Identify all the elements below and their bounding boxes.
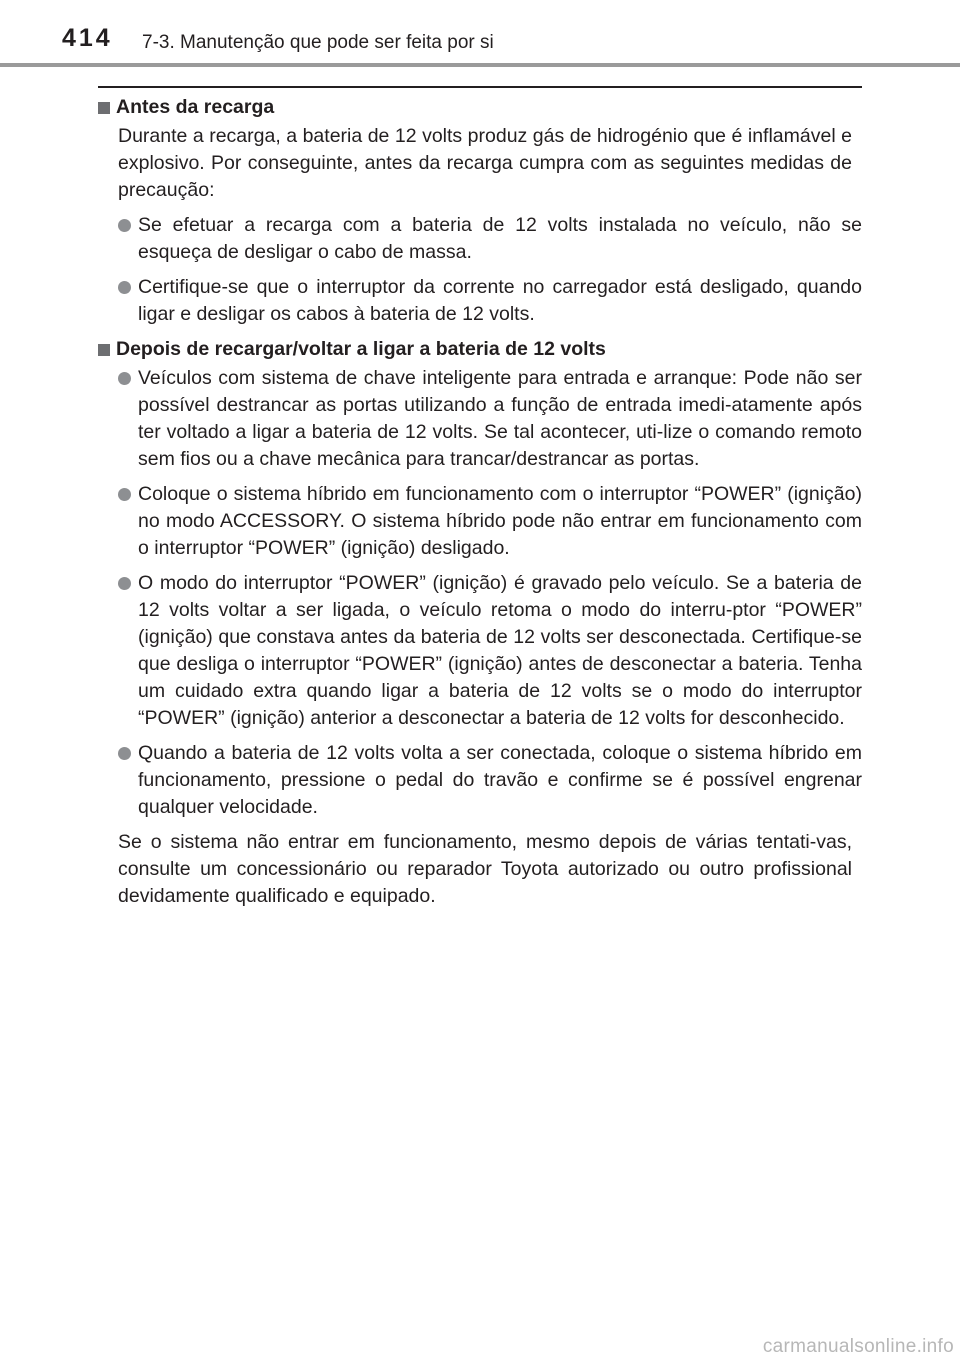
bullet-dot-icon: [118, 577, 131, 590]
section-intro: Durante a recarga, a bateria de 12 volts produz gás de hidrogénio que é inflamável e explosivo. Por conseguinte, antes da recarga cumpra com as seguintes medidas de precaução:: [118, 125, 852, 201]
square-marker-icon: [98, 344, 110, 356]
list-item: [118, 365, 862, 473]
chapter-title: 7-3. Manutenção que pode ser feita por si: [142, 32, 494, 53]
list-item-text: Se efetuar a recarga com a bateria de 12 volts instalada no veículo, não se esqueça de desligar o cabo de massa.: [138, 214, 862, 263]
bullet-dot-icon: [118, 281, 131, 294]
list-item-text: Quando a bateria de 12 volts volta a ser conectada, coloque o sistema híbrido em funcionamento, pressione o pedal do travão e confirme se é possível engrenar qualquer velocidade.: [138, 742, 862, 818]
list-item: [118, 570, 862, 732]
list-item-text: O modo do interruptor “POWER” (ignição) é gravado pelo veículo. Se a bateria de 12 volts voltar a ser ligada, o veículo retoma o modo do interru-ptor “POWER” (ignição) que constava antes da bateria de 12 volts ser desconectada. Certifique-se que desliga o interruptor “POWER” (ignição) antes de desconectar a bateria. Tenha um cuidado extra quando ligar a bateria de 12 volts se o modo do interruptor “POWER” (ignição) anterior a desconectar a bateria de 12 volts for desconhecido.: [138, 572, 862, 729]
page-number: 414: [62, 24, 113, 52]
list-item: [118, 274, 862, 328]
watermark: carmanualsonline.info: [762, 1336, 954, 1357]
section-heading: [98, 336, 862, 363]
bullet-dot-icon: [118, 219, 131, 232]
section-heading-text: Antes da recarga: [116, 96, 275, 118]
page-content: [98, 94, 862, 918]
section-heading: [98, 94, 862, 121]
list-item-text: Coloque o sistema híbrido em funcionamento com o interruptor “POWER” (ignição) no modo ACCESSORY. O sistema híbrido pode não entrar em funcionamento com o interruptor “POWER” (ignição) desligado.: [138, 483, 862, 559]
list-item-text: Certifique-se que o interruptor da corrente no carregador está desligado, quando ligar e desligar os cabos à bateria de 12 volts.: [138, 276, 862, 325]
bullet-dot-icon: [118, 747, 131, 760]
section-outro: Se o sistema não entrar em funcionamento, mesmo depois de várias tentati-vas, consulte um concessionário ou reparador Toyota autorizado ou outro profissional devidamente qualificado e equipado.: [118, 831, 852, 907]
list-item: [118, 212, 862, 266]
list-item: [118, 481, 862, 562]
bullet-dot-icon: [118, 372, 131, 385]
bullet-dot-icon: [118, 488, 131, 501]
list-item: [118, 740, 862, 821]
section-divider: [98, 86, 862, 88]
header-divider: [0, 63, 960, 67]
list-item-text: Veículos com sistema de chave inteligente para entrada e arranque: Pode não ser possível destrancar as portas utilizando a função de entrada imedi-atamente após ter voltado a ligar a bateria de 12 volts. Se tal acontecer, uti-lize o comando remoto sem fios ou a chave mecânica para trancar/destrancar as portas.: [138, 367, 862, 470]
section-heading-text: Depois de recargar/voltar a ligar a bateria de 12 volts: [116, 338, 606, 360]
square-marker-icon: [98, 102, 110, 114]
